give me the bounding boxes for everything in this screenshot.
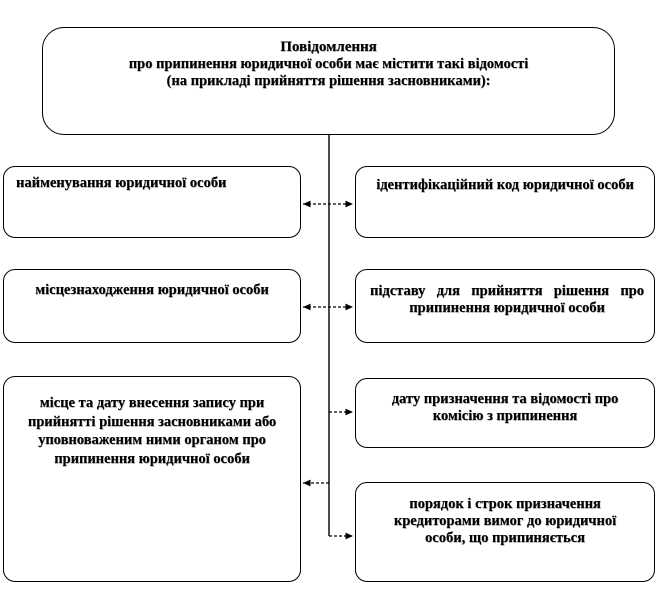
root-subtitle: про припинення юридичної особи має містити такі відомості [128,56,529,72]
left-box-location: місцезнаходження юридичної особи [3,269,301,343]
root-note: (на прикладі прийняття рішення засновниками): [166,73,491,89]
right-box-commission: дату призначення та відомості про комісію з припинення [355,378,655,448]
left-box-name: найменування юридичної особи [3,166,301,238]
left-box-record: місце та дату внесення запису при прийнятті рішення засновниками або уповноваженим ними органом про припинення юридичної особи [3,376,301,582]
right-box-grounds: підставу для прийняття рішення про припинення юридичної особи [355,269,655,343]
right-box-creditors: порядок і строк призначення кредиторами вимог до юридичної особи, що припиняється [355,482,655,582]
root-title: Повідомлення [280,39,377,55]
right-box-id-code: ідентифікаційний код юридичної особи [355,166,655,238]
